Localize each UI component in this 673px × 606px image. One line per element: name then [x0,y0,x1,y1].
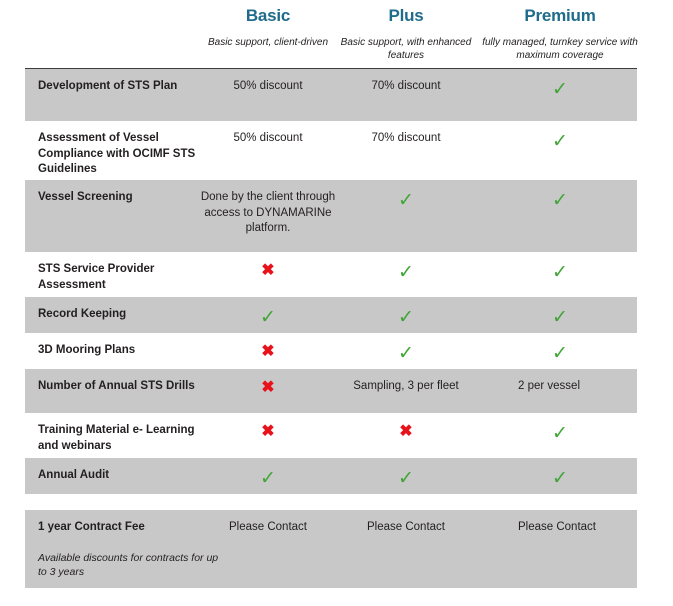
cell-basic [198,468,338,489]
cell-plus [335,468,477,489]
check-icon: ✓ [260,468,276,489]
cell-basic [198,307,338,328]
check-icon: ✓ [260,307,276,328]
cell-premium: 2 per vessel [518,380,581,392]
cross-icon: ✖ [261,343,275,360]
table-row [25,458,637,494]
check-icon: ✓ [552,79,568,100]
cell-premium [477,307,643,328]
row-label: Training Material e- Learning and webinars [38,424,195,452]
row-label: STS Service Provider Assessment [38,263,155,291]
table-header [0,0,673,68]
check-icon: ✓ [398,343,414,364]
cell-plus: Sampling, 3 per fleet [353,380,459,392]
cell-plus [335,262,477,283]
row-label: Development of STS Plan [38,80,178,92]
cell-basic: Done by the client through access to DYNAMARINe platform. [200,191,336,234]
table-row [25,121,637,180]
column-header-basic [198,6,338,50]
row-label: 1 year Contract Fee [38,521,145,533]
cell-premium [477,262,643,283]
check-icon: ✓ [552,468,568,489]
column-subtitle-plus: Basic support, with enhanced features [340,37,472,61]
column-title-basic: Basic [245,6,291,25]
cell-plus: 70% discount [371,80,441,92]
table-row [25,333,637,369]
column-header-premium [477,6,643,62]
cell-plus [335,423,477,441]
cross-icon: ✖ [399,423,413,440]
table-row [25,69,637,121]
cell-premium [477,131,643,152]
check-icon: ✓ [552,131,568,152]
check-icon: ✓ [552,190,568,211]
cell-premium [477,343,643,364]
column-title-premium: Premium [524,6,596,25]
cell-plus: Please Contact [367,521,445,533]
cell-basic [198,262,338,280]
row-label: Annual Audit [38,469,110,481]
cell-basic [198,423,338,441]
check-icon: ✓ [398,190,414,211]
check-icon: ✓ [552,262,568,283]
check-icon: ✓ [398,262,414,283]
row-subnote: Available discounts for contracts for up to 3 years [38,552,219,578]
feature-table [25,69,637,588]
check-icon: ✓ [552,343,568,364]
column-subtitle-premium: fully managed, turnkey service with maximum coverage [482,37,638,61]
cell-basic: 50% discount [233,132,303,144]
row-label: Vessel Screening [38,191,133,203]
cell-basic: Please Contact [229,521,307,533]
row-label: Record Keeping [38,308,127,320]
row-spacer [25,494,637,510]
cross-icon: ✖ [261,379,275,396]
table-row [25,297,637,333]
table-row [25,252,637,297]
table-row [25,180,637,252]
table-row [25,510,637,588]
cell-basic: 50% discount [233,80,303,92]
row-label: Number of Annual STS Drills [38,380,195,392]
cell-basic [198,379,338,397]
cell-basic [198,343,338,361]
column-subtitle-basic: Basic support, client-driven [207,37,329,48]
check-icon: ✓ [552,423,568,444]
column-title-plus: Plus [388,6,424,25]
cell-premium: Please Contact [518,521,596,533]
cell-plus [335,343,477,364]
cell-plus: 70% discount [371,132,441,144]
column-header-plus [335,6,477,62]
cross-icon: ✖ [261,423,275,440]
check-icon: ✓ [398,307,414,328]
cross-icon: ✖ [261,262,275,279]
cell-premium [477,468,643,489]
cell-plus [335,307,477,328]
cell-premium [477,79,643,100]
cell-premium [477,423,643,444]
check-icon: ✓ [552,307,568,328]
table-row [25,369,637,413]
cell-premium [477,190,643,211]
row-label: Assessment of Vessel Compliance with OCIMF STS Guidelines [38,132,196,175]
cell-plus [335,190,477,211]
check-icon: ✓ [398,468,414,489]
row-label: 3D Mooring Plans [38,344,136,356]
table-row [25,413,637,458]
